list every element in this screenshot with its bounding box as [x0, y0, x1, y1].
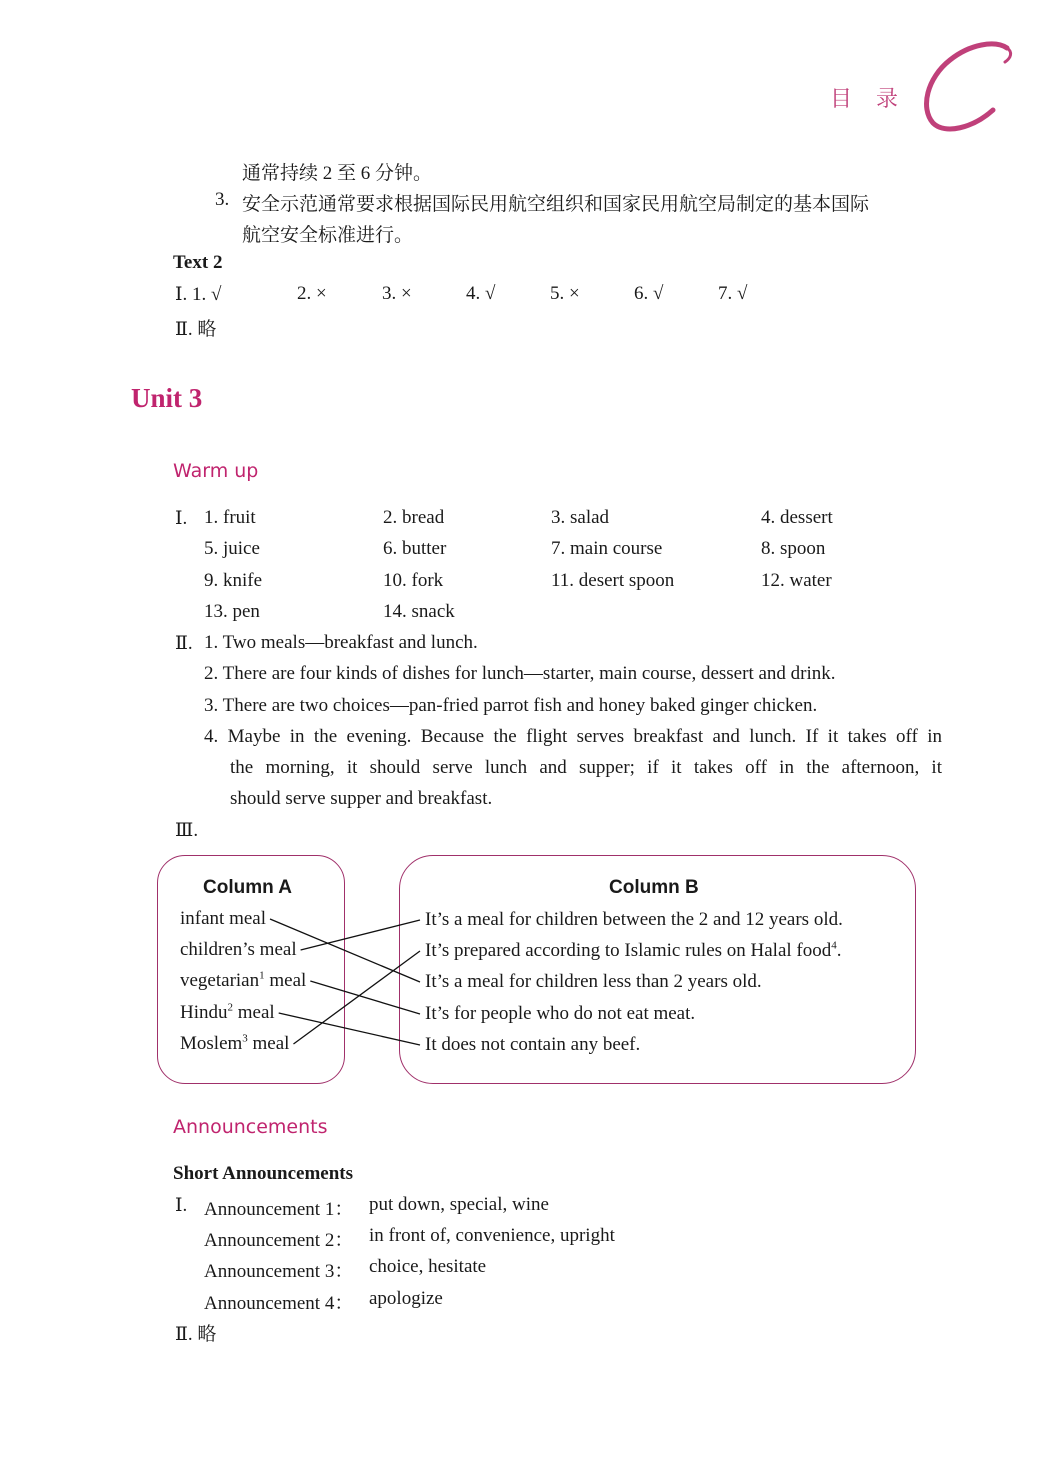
answer-sentence: the morning, it should serve lunch and supper; if it takes off in the afternoon, it — [230, 757, 942, 778]
header-title: 目录 — [830, 86, 923, 111]
answer-sentence: should serve supper and breakfast. — [230, 788, 493, 809]
intro-item-text: 安全示范通常要求根据国际民用航空组织和国家民用航空局制定的基本国际 — [242, 194, 870, 215]
match-connector-line — [310, 981, 420, 1014]
column-a-item: infant meal — [180, 908, 266, 929]
column-a-title: Column A — [203, 877, 293, 898]
column-b-item: It’s prepared according to Islamic rules on Halal food$^4$. — [425, 939, 842, 961]
roman-numeral: Ⅰ. — [175, 508, 188, 529]
announcement-label: Announcement 2： — [204, 1230, 354, 1251]
vocab-item: 14. snack — [383, 601, 455, 622]
announcement-label: Announcement 4： — [204, 1293, 354, 1314]
vocab-item: 5. juice — [204, 538, 260, 559]
announcement-value: choice, hesitate — [369, 1256, 487, 1277]
intro-item-number: 3. — [215, 189, 230, 210]
subsection-title: Short Announcements — [173, 1163, 353, 1184]
answer-item: 5. × — [550, 283, 580, 304]
answer-sentence: 1. Two meals—breakfast and lunch. — [204, 632, 478, 653]
roman-numeral: Ⅲ. — [175, 820, 199, 841]
column-b-item: It does not contain any beef. — [425, 1034, 641, 1055]
vocab-item: 10. fork — [383, 570, 444, 591]
answer-item: 3. × — [382, 283, 412, 304]
answer-sentence: 3. There are two choices—pan-fried parrot fish and honey baked ginger chicken. — [204, 695, 818, 716]
roman-numeral: Ⅱ. — [175, 633, 193, 654]
vocab-item: 9. knife — [204, 570, 263, 591]
intro-line: 通常持续 2 至 6 分钟。 — [242, 163, 433, 184]
answer-sentence: 4. Maybe in the evening. Because the flight serves breakfast and lunch. If it takes off in — [204, 726, 942, 747]
column-b-item: It’s a meal for children between the 2 and 12 years old. — [425, 909, 843, 930]
vocab-item: 8. spoon — [761, 538, 826, 559]
answer-item: 2. × — [297, 283, 327, 304]
column-a-item: Hindu$^2$ meal — [180, 1001, 275, 1023]
match-connector-line — [270, 919, 420, 982]
section-title-warmup: Warm up — [173, 460, 259, 482]
column-b-item: It’s for people who do not eat meat. — [425, 1003, 696, 1024]
unit-title: Unit 3 — [131, 383, 203, 413]
column-a-item: vegetarian$^1$ meal — [180, 969, 307, 991]
match-connector-line — [301, 920, 420, 950]
vocab-item: 3. salad — [551, 507, 610, 528]
column-a-item: Moslem$^3$ meal — [180, 1032, 290, 1054]
announcement-value: put down, special, wine — [369, 1194, 549, 1215]
vocab-item: 11. desert spoon — [551, 570, 675, 591]
announcement-value: in front of, convenience, upright — [369, 1225, 615, 1246]
answer-line: Ⅱ. 略 — [175, 1324, 217, 1345]
column-a-item: children’s meal — [180, 939, 297, 960]
roman-numeral: Ⅰ. — [175, 1195, 188, 1216]
intro-item-text: 航空安全标准进行。 — [242, 225, 414, 246]
answer-line: Ⅱ. 略 — [175, 319, 217, 340]
announcement-label: Announcement 3： — [204, 1261, 354, 1282]
vocab-item: 6. butter — [383, 538, 447, 559]
section-title-text2: Text 2 — [173, 252, 223, 273]
answer-item: Ⅰ. 1. √ — [175, 284, 222, 305]
announcement-value: apologize — [369, 1288, 443, 1309]
answer-item: 6. √ — [634, 283, 664, 304]
answer-item: 4. √ — [466, 283, 496, 304]
vocab-item: 2. bread — [383, 507, 445, 528]
match-connector-line — [279, 1013, 420, 1045]
section-title-announcements: Announcements — [173, 1116, 328, 1138]
announcement-label: Announcement 1： — [204, 1199, 354, 1220]
vocab-item: 1. fruit — [204, 507, 256, 528]
vocab-item: 13. pen — [204, 601, 260, 622]
column-b-item: It’s a meal for children less than 2 years old. — [425, 971, 762, 992]
vocab-item: 4. dessert — [761, 507, 833, 528]
answer-sentence: 2. There are four kinds of dishes for lunch—starter, main course, dessert and drink. — [204, 663, 836, 684]
vocab-item: 12. water — [761, 570, 832, 591]
column-b-title: Column B — [609, 877, 699, 898]
answer-item: 7. √ — [718, 283, 748, 304]
vocab-item: 7. main course — [551, 538, 663, 559]
